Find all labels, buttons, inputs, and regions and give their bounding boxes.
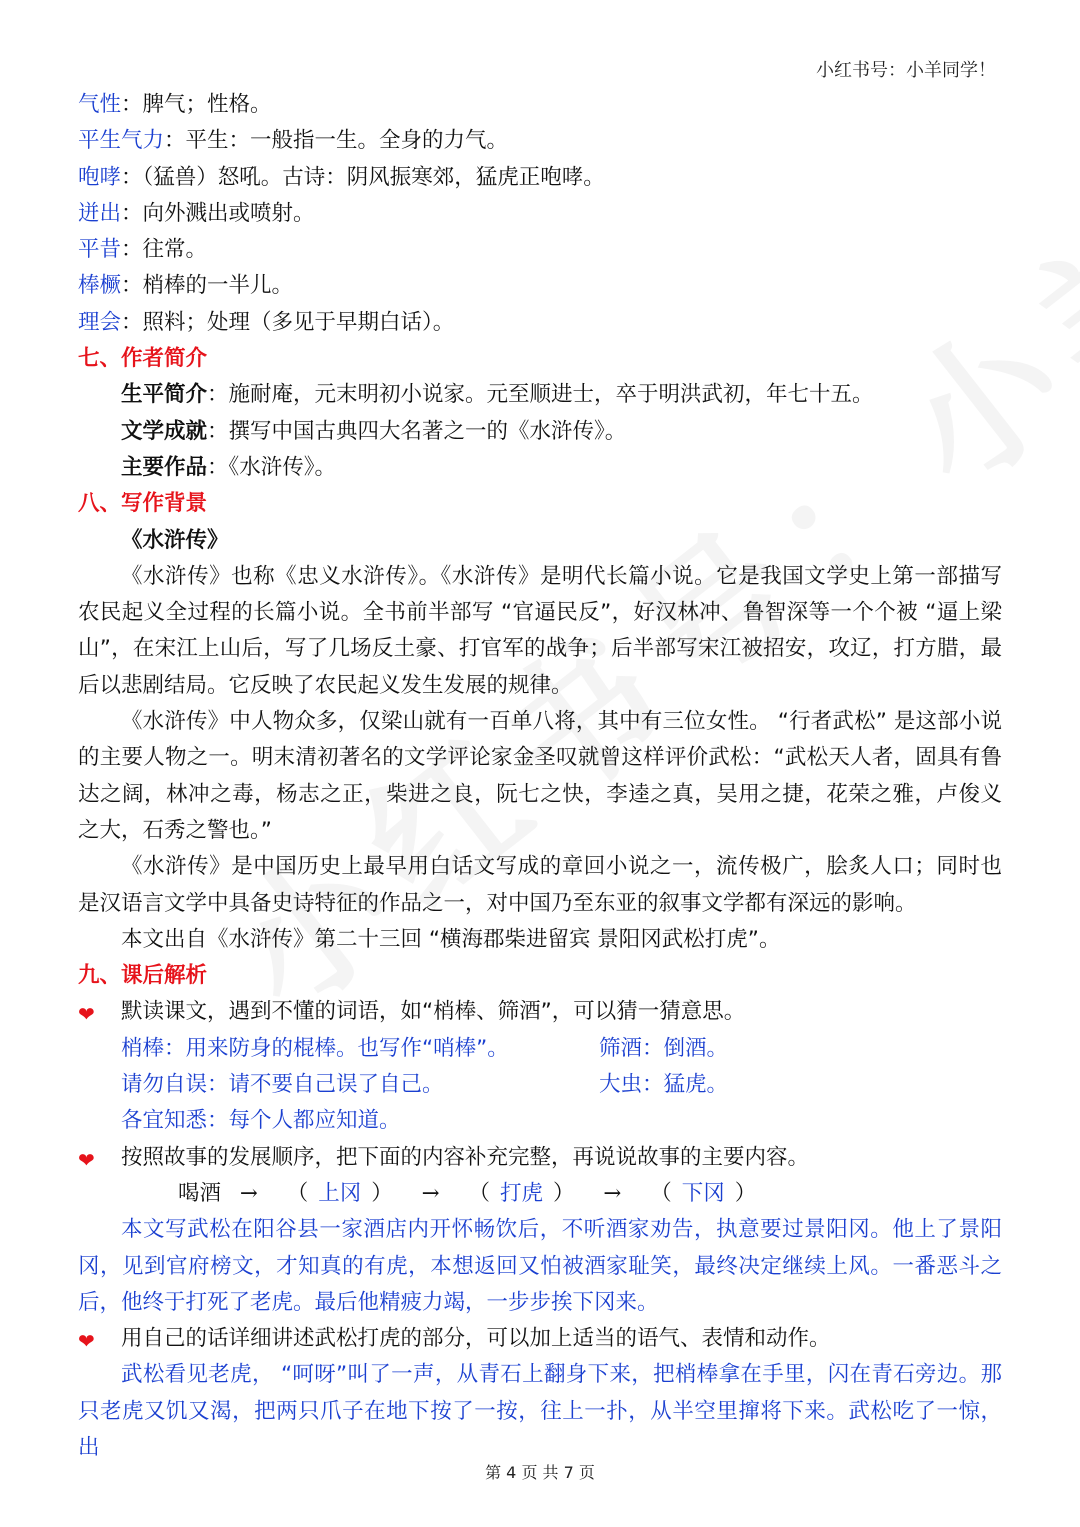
vocab-item — [78, 305, 1002, 341]
vocab-item — [78, 123, 1002, 159]
story-flow — [78, 1176, 1002, 1212]
author-text: ：施耐庵，元末明初小说家。元至顺进士，卒于明洪武初，年七十五。 — [207, 382, 874, 408]
background-paragraph: 《水浒传》是中国历史上最早用白话文写成的章回小说之一，流传极广，脍炙人口；同时也是汉语言文学中具备史诗特征的作品之一，对中国乃至东亚的叙事文学都有深远的影响。 — [78, 854, 1002, 916]
question-text: 按照故事的发展顺序，把下面的内容补充完整，再说说故事的主要内容。 — [121, 1144, 810, 1170]
vocab-def: ：梢棒的一半儿。 — [121, 273, 294, 299]
vocab-def: ：脾气；性格。 — [121, 92, 272, 117]
vocab-term: 气性 — [78, 92, 122, 117]
answer-left: 梢棒：用来防身的棍棒。也写作“哨棒”。 — [121, 1035, 509, 1061]
vocab-term: 迸出 — [78, 200, 122, 226]
flow-fill: 上冈 — [318, 1180, 362, 1206]
flow-fill: 打虎 — [499, 1180, 543, 1206]
author-item — [78, 450, 1002, 486]
answer-right: 筛酒：倒酒。 — [599, 1035, 729, 1061]
section-heading-author: 七、作者简介 — [78, 346, 208, 372]
vocab-item — [78, 87, 1002, 123]
arrow-icon: → — [421, 1180, 440, 1206]
exercise-question — [78, 994, 1002, 1030]
answer-right: 大虫：猛虎。 — [599, 1072, 729, 1098]
answer-paragraph: 本文写武松在阳谷县一家酒店内开怀畅饮后，不听酒家劝告，执意要过景阳冈。他上了景阳冈，见到官府榜文，才知真的有虎，本想返回又怕被酒家耻笑，最终决定继续上风。一番恶斗之后，他终于打死了老虎。最后他精疲力竭，一步步挨下冈来。 — [78, 1217, 1002, 1315]
header-note: 小红书号：小羊同学！ — [816, 60, 996, 81]
author-item — [78, 377, 1002, 413]
vocab-term: 平生气力 — [78, 128, 165, 154]
answer-left: 请勿自误：请不要自己误了自己。 — [121, 1072, 444, 1098]
author-text: ：撰写中国古典四大名著之一的《水浒传》。 — [207, 418, 627, 444]
answer-paragraph: 武松看见老虎， “呵呀”叫了一声，从青石上翻身下来，把梢棒拿在手里，闪在青石旁边。那只老虎又饥又渴，把两只爪子在地下按了一按，往上一扑，从半空里撺将下来。武松吃了一惊，出 — [78, 1362, 1002, 1460]
vocab-item — [78, 232, 1002, 268]
paren-open: （ — [650, 1180, 672, 1206]
paren-open: （ — [286, 1180, 309, 1206]
arrow-icon: → — [239, 1180, 258, 1206]
paren-close: ） — [553, 1180, 575, 1206]
answer-left: 各宜知悉：每个人都应知道。 — [121, 1108, 401, 1134]
background-paragraph: 《水浒传》中人物众多，仅梁山就有一百单八将，其中有三位女性。 “行者武松” 是这部小说的主要人物之一。明末清初著名的文学评论家金圣叹就曾这样评价武松：“武松天人者，固具有鲁达之阔，林冲之毒，杨志之正，柴进之良，阮七之快，李逵之真，吴用之捷，花荣之雅，卢俊义之大，石秀之警也。” — [78, 709, 1002, 843]
section-heading-background: 八、写作背景 — [78, 491, 208, 517]
exercise-question — [78, 1140, 1002, 1176]
page-content — [78, 87, 1002, 1466]
vocab-term: 平昔 — [78, 237, 122, 263]
book-subtitle: 《水浒传》 — [121, 527, 229, 553]
background-paragraph: 《水浒传》也称《忠义水浒传》。《水浒传》是明代长篇小说。它是我国文学史上第一部描写农民起义全过程的长篇小说。全书前半部写 “官逼民反”，好汉林冲、鲁智深等一个个被 “逼上梁山”，在宋江上山后，写了几场反土豪、打官军的战争；后半部写宋江被招安，攻辽，打方腊，最后以悲剧结局。它反映了农民起义发生发展的规律。 — [78, 563, 1002, 698]
author-text: ：《水浒传》。 — [207, 454, 337, 480]
author-item — [78, 414, 1002, 450]
vocab-def: ：（猛兽）怒吼。古诗：阴风振寒郊，猛虎正咆哮。 — [121, 164, 605, 190]
paren-close: ） — [734, 1180, 757, 1206]
author-label: 文学成就 — [121, 418, 208, 444]
vocab-item — [78, 160, 1002, 196]
answer-row — [78, 1067, 1002, 1103]
heart-icon: ❤ — [78, 1329, 95, 1354]
arrow-icon: → — [603, 1180, 622, 1206]
flow-fill: 下冈 — [681, 1180, 725, 1206]
paren-close: ） — [371, 1180, 393, 1206]
vocab-item — [78, 268, 1002, 304]
author-label: 生平简介 — [121, 382, 208, 408]
vocab-term: 咆哮 — [78, 164, 122, 190]
question-text: 用自己的话详细讲述武松打虎的部分，可以加上适当的语气、表情和动作。 — [121, 1326, 831, 1352]
answer-row — [78, 1031, 1002, 1067]
vocab-def: ：平生：一般指一生。全身的力气。 — [164, 128, 509, 154]
vocab-def: ：向外溅出或喷射。 — [121, 200, 315, 226]
paren-open: （ — [468, 1180, 490, 1206]
exercise-question — [78, 1321, 1002, 1357]
question-text: 默读课文，遇到不懂的词语，如“梢棒、筛酒”，可以猜一猜意思。 — [121, 999, 746, 1025]
page-number: 第 4 页 共 7 页 — [485, 1463, 595, 1482]
vocab-term: 棒橛 — [78, 273, 122, 299]
section-heading-exercises: 九、课后解析 — [78, 963, 208, 989]
vocab-term: 理会 — [78, 309, 122, 335]
heart-icon: ❤ — [78, 1002, 95, 1027]
answer-row — [78, 1103, 1002, 1139]
flow-start: 喝酒 — [178, 1180, 222, 1206]
heart-icon: ❤ — [78, 1147, 95, 1172]
vocab-list — [78, 87, 1002, 341]
vocab-item — [78, 196, 1002, 232]
vocab-def: ：照料；处理（多见于早期白话）。 — [121, 309, 455, 335]
author-label: 主要作品 — [121, 454, 208, 480]
vocab-def: ：往常。 — [121, 237, 208, 263]
background-paragraph: 本文出自《水浒传》第二十三回 “横海郡柴进留宾 景阳冈武松打虎”。 — [121, 926, 781, 952]
